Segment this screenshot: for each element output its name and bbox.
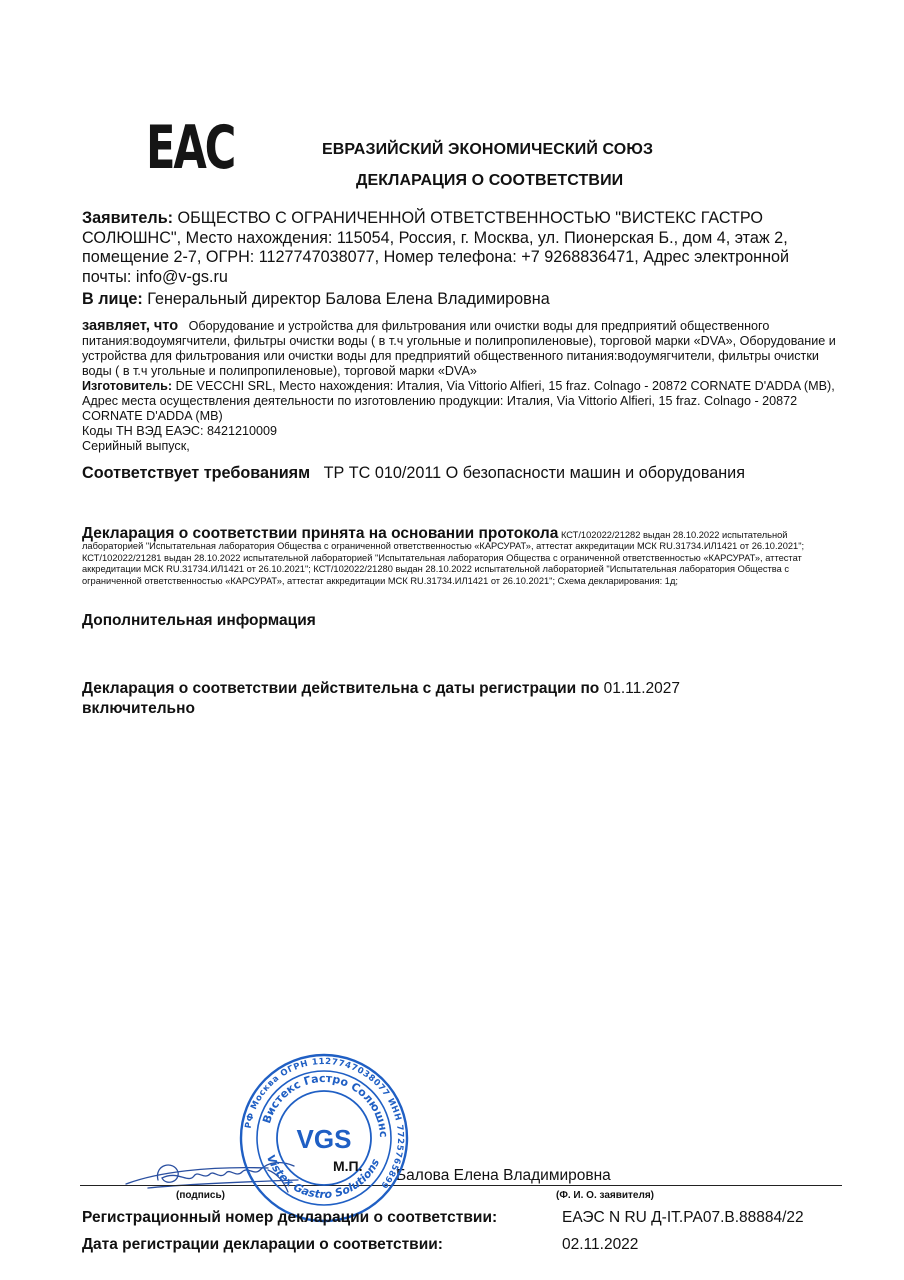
- declares-label: заявляет, что: [82, 318, 179, 334]
- svg-text:РФ Москва ОГРН 1127747038077 И: РФ Москва ОГРН 1127747038077 ИНН 7725765899: [243, 1056, 406, 1191]
- svg-text:Vistex Gastro Solutions: Vistex Gastro Solutions: [264, 1152, 383, 1202]
- protocol-text: КСТ/102022/21282 выдан 28.10.2022 испытательной лабораторией "Испытательная лаборатория Общества с ограниченной ответственностью «КАРСУРАТ», аттестат аккредитации МСК RU.31734.ИЛ1421 от 26.10.2021"; КСТ/102022/21281 выдан 28.10.2022 испытательной лабораторией "Испытательная лаборатория Общества с ограниченной ответственностью «КАРСУРАТ», аттестат аккредитации МСК RU.31734.ИЛ1421 от 26.10.2021"; КСТ/102022/21280 выдан 28.10.2022 испытательной лабораторией "Испытательная лаборатория Общества с ограниченной ответственностью «КАРСУРАТ», аттестат аккредитации МСК RU.31734.ИЛ1421 от 26.10.2021"; Схема декларирования: 1д;: [82, 530, 805, 586]
- union-title: ЕВРАЗИЙСКИЙ ЭКОНОМИЧЕСКИЙ СОЮЗ: [322, 141, 654, 158]
- customs-codes: Коды ТН ВЭД ЕАЭС: 8421210009: [82, 424, 278, 438]
- person-text: Генеральный директор Балова Елена Владимировна: [147, 290, 550, 308]
- complies-block: [82, 464, 842, 483]
- validity-suffix: включительно: [82, 700, 195, 717]
- person-label: В лице:: [82, 290, 143, 308]
- registration-date-label: Дата регистрации декларации о соответствии:: [82, 1236, 443, 1253]
- product-description: Оборудование и устройства для фильтрования или очистки воды для предприятий общественного питания:водоумягчители, фильтры очистки воды ( в т.ч угольные и полипропиленовые), торговой марки «DVA», Оборудование и устройства для фильтрования или очистки воды для предприятий общественного питания:водоумягчители, фильтры очистки воды ( в т.ч угольные и полипропиленовые), торговой марки «DVA»: [82, 319, 836, 378]
- eac-logo: ЕАС: [146, 113, 235, 183]
- validity-block: [82, 679, 782, 719]
- signature-caption: (подпись): [176, 1190, 225, 1201]
- registration-number: ЕАЭС N RU Д-IT.РА07.В.88884/22: [562, 1209, 804, 1226]
- manufacturer-label: Изготовитель:: [82, 379, 173, 393]
- serial-release: Серийный выпуск,: [82, 439, 190, 453]
- svg-text:VGS: VGS: [296, 1124, 352, 1154]
- validity-label: Декларация о соответствии действительна с даты регистрации по: [82, 680, 600, 697]
- signer-name: Балова Елена Владимировна: [396, 1167, 611, 1184]
- complies-label: Соответствует требованиям: [82, 464, 311, 482]
- registration-number-label: Регистрационный номер декларации о соответствии:: [82, 1209, 498, 1226]
- complies-text: ТР ТС 010/2011 О безопасности машин и оборудования: [323, 464, 745, 482]
- registration-date: 02.11.2022: [562, 1236, 639, 1253]
- manufacturer-text: DE VECCHI SRL, Место нахождения: Италия, Via Vittorio Alfieri, 15 fraz. Colnago - 20872 CORNATE D'ADDA (MB), Адрес места осуществления деятельности по изготовлению продукции: Италия, Via Vittorio Alfieri, 15 fraz. Colnago - 20872 CORNATE D'ADDA (MB): [82, 379, 835, 423]
- validity-date: 01.11.2027: [603, 680, 681, 697]
- applicant-text: ОБЩЕСТВО С ОГРАНИЧЕННОЙ ОТВЕТСТВЕННОСТЬЮ "ВИСТЕКС ГАСТРО СОЛЮШНС", Место нахождения: 115054, Россия, г. Москва, ул. Пионерская Б., дом 4, этаж 2, помещение 2-7, ОГРН: 1127747038077, Номер телефона: +7 9268836471, Адрес электронной почты: info@v-gs.ru: [82, 209, 790, 286]
- signature-line: [80, 1185, 842, 1186]
- fio-caption: (Ф. И. О. заявителя): [556, 1190, 655, 1201]
- svg-text:Вистекс Гастро Солюшнс: Вистекс Гастро Солюшнс: [260, 1071, 391, 1138]
- seal-place-mark: М.П.: [333, 1158, 363, 1174]
- company-seal: [238, 1052, 410, 1224]
- protocol-label: Декларация о соответствии принята на основании протокола: [82, 525, 559, 542]
- applicant-label: Заявитель:: [82, 209, 174, 227]
- declares-block: [82, 319, 852, 454]
- additional-info-heading: Дополнительная информация: [82, 612, 316, 629]
- declaration-title: ДЕКЛАРАЦИЯ О СООТВЕТСТВИИ: [356, 172, 624, 189]
- protocol-block: [82, 525, 842, 587]
- person-block: [82, 290, 822, 310]
- applicant-block: [82, 209, 822, 287]
